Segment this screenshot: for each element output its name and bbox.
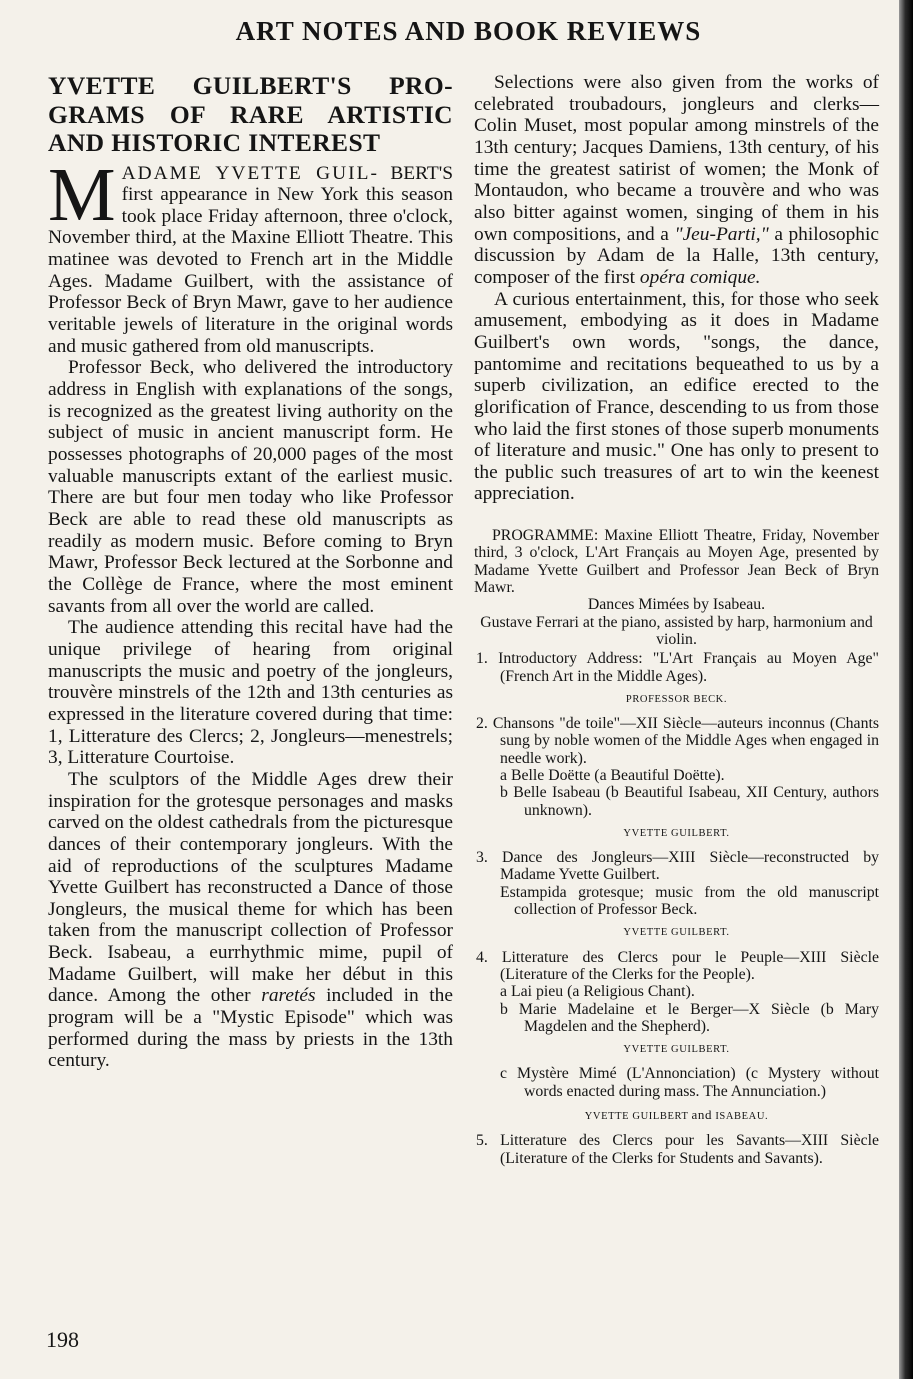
paragraph-4-text-b: included in the program will be a "Mystic Episode" which was performed during the mass by priests in the 13th century. — [48, 985, 453, 1072]
emphasis-opera-comique: opéra comique. — [639, 266, 761, 288]
performer-credit: YVETTE GUILBERT. — [623, 927, 730, 939]
programme-item-5: 5. Litterature des Clercs pour les Savants—XIII Siècle (Literature of the Clerks for Students and Savants). — [476, 1132, 879, 1167]
paragraph-5 — [474, 72, 879, 289]
paragraph-6: A curious entertainment, this, for those who seek amusement, embodying as it does in Madame Guilbert's own words, "songs, the dance, pantomime and recitations bequeathed to us by a superb civilization, an edifice erected to the glorification of France, descending to us from those who laid the first stones of those superb monuments of literature and music." One has only to present to the public such treasures of art to win the keenest appreciation. — [474, 288, 879, 505]
programme-item-2: 2. Chansons "de toile"—XII Siècle—auteurs inconnus (Chants sung by noble women of the Middle Ages when engaged in needle work). — [476, 715, 879, 767]
paragraph-2: Professor Beck, who delivered the introductory address in English with explanations of the songs, is recognized as the greatest living authority on the subject of music in ancient manuscript form. He possesses photographs of 20,000 pages of the most valuable manuscripts extant of the earliest music. There are but four men today who like Professor Beck are able to read these old manuscripts as readily as modern music. Before coming to Bryn Mawr, Professor Beck lectured at the Sorbonne and the Collège de France, where the most eminent savants from all over the world are called. — [48, 357, 453, 617]
emphasis-raretes: raretés — [261, 985, 316, 1007]
programme-item-3: 3. Dance des Jongleurs—XIII Siècle—reconstructed by Madame Yvette Guilbert. — [476, 849, 879, 884]
left-column — [48, 72, 453, 1072]
programme-subitem: c Mystère Mimé (L'Annonciation) (c Mystery without words enacted during mass. The Annunciation.) — [500, 1065, 879, 1100]
performer-name: ISABEAU. — [715, 1111, 769, 1123]
programme-note: Estampida grotesque; music from the old manuscript collection of Professor Beck. — [500, 883, 879, 919]
programme-subitem: a Belle Doëtte (a Beautiful Doëtte). — [500, 766, 725, 784]
programme-subitem: b Marie Madelaine et le Berger—X Siècle (b Mary Magdelen and the Shepherd). — [500, 1000, 879, 1035]
programme-item-1: 1. Introductory Address: "L'Art Français au Moyen Age" (French Art in the Middle Ages). — [476, 650, 879, 685]
performer-credit: YVETTE GUILBERT. — [623, 827, 730, 839]
title-line: GRAMS OF RARE ARTISTIC — [48, 99, 453, 129]
performer-credit — [474, 1106, 879, 1125]
running-header: ART NOTES AND BOOK REVIEWS — [235, 16, 702, 46]
paragraph-4-text-a: The sculptors of the Middle Ages drew their inspiration for the grotesque personages and masks carved on the oldest cathedrals from the picturesque dances of their contemporary jongleurs. With the aid of reproductions of the sculptures Madame Yvette Guilbert has reconstructed a Dance of those Jongleurs, the musical theme for which has been taken from the manuscript collection of Professor Beck. Isabeau, a eurrhythmic mime, pupil of Madame Guilbert, will make her début in this dance. Among the other — [48, 768, 453, 1007]
page-number: 198 — [46, 1327, 79, 1352]
performer-credit: YVETTE GUILBERT. — [623, 1044, 730, 1056]
programme-intro: PROGRAMME: Maxine Elliott Theatre, Friday, November third, 3 o'clock, L'Art Français au Moyen Age, presented by Madame Yvette Guilbert and Professor Jean Beck of Bryn Mawr. — [474, 527, 879, 597]
paragraph-1-text: BERT'S first appearance in New York this season took place Friday afternoon, three o'clock, November third, at the Maxine Elliott Theatre. This matinee was devoted to French art in the Middle Ages. Madame Guilbert, with the assistance of Professor Beck of Bryn Mawr, gave to her audience veritable jewels of literature in the original words and music gathered from old manuscripts. — [48, 162, 453, 357]
paragraph-5-text-a: Selections were also given from the works of celebrated troubadours, jongleurs and clerks—Colin Muset, most popular among minstrels of the 13th century; Jacques Damiens, 13th century, of his time the greatest satirist of women; the Monk of Montaudon, who became a trouvère and who was also bitter against women, singing of them in his own compositions, and a — [474, 72, 879, 245]
paragraph-4 — [48, 769, 453, 1072]
programme-subitem: a Lai pieu (a Religious Chant). — [500, 983, 695, 1001]
performer-name: YVETTE GUILBERT — [584, 1111, 689, 1123]
paragraph-3: The audience attending this recital have had the unique privilege of hearing from original manuscripts the music and poetry of the jongleurs, trouvère minstrels of the 12th and 13th centuries as expressed in the literature covered during that time: 1, Litterature des Clercs; 2, Jongleurs—menestrels; 3, Litterature Courtoise. — [48, 617, 453, 769]
programme-accompaniment: Gustave Ferrari at the piano, assisted by harp, harmonium and violin. — [480, 613, 873, 648]
performer-credit: PROFESSOR BECK. — [625, 693, 728, 705]
title-line: YVETTE GUILBERT'S PRO- — [48, 71, 453, 100]
programme-dances: Dances Mimées by Isabeau. — [587, 596, 766, 614]
emphasis-jeu-parti: "Jeu-Parti," — [674, 223, 769, 245]
drop-cap: M — [48, 152, 116, 237]
programme-subitem: b Belle Isabeau (b Beautiful Isabeau, XII Century, authors unknown). — [500, 784, 879, 819]
performer-conjunction: and — [691, 1107, 713, 1123]
opening-words: ADAME YVETTE GUIL- — [121, 162, 379, 184]
programme-item-4: 4. Litterature des Clercs pour le Peuple—XIII Siècle (Literature of the Clerks for the People). — [476, 948, 879, 983]
scan-edge — [899, 0, 913, 1379]
right-column — [474, 72, 879, 1167]
paragraph-5-text-b: a philosophic discussion by Adam de la Halle, 13th century, composer of the first — [474, 223, 879, 288]
paragraph-1 — [48, 152, 453, 358]
title-line: AND HISTORIC INTEREST — [48, 128, 381, 157]
programme-listing — [474, 527, 879, 1167]
article-title — [48, 72, 453, 158]
